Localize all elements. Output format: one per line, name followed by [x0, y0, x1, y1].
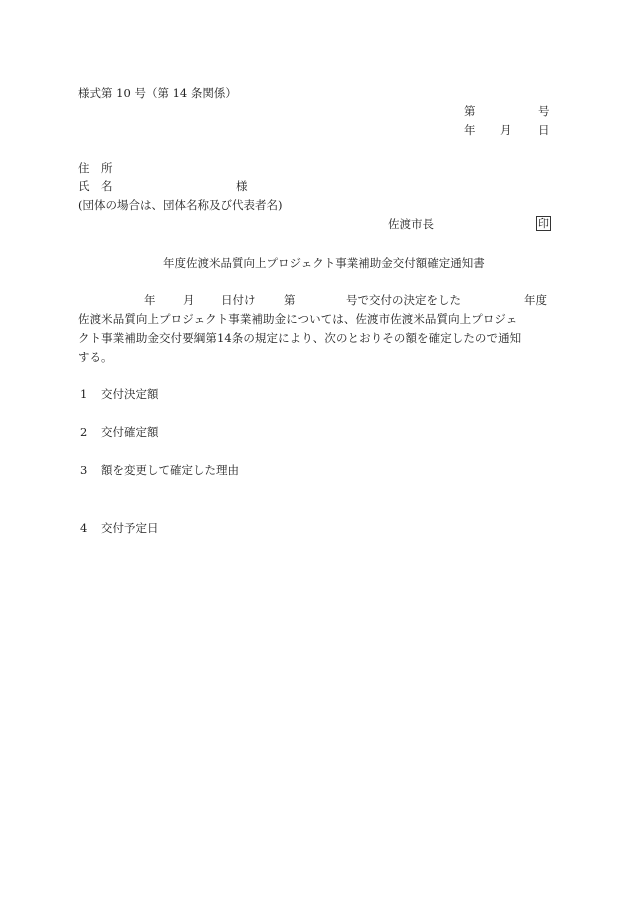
- body-line-2: 佐渡米品質向上プロジェクト事業補助金については、佐渡市佐渡米品質向上プロジェ: [78, 312, 518, 326]
- doc-number-suffix: 号: [538, 104, 550, 118]
- body-fiscal-year: 年度: [524, 293, 547, 307]
- address-label: 住 所: [78, 161, 113, 175]
- document-title: 年度佐渡米品質向上プロジェクト事業補助金交付額確定通知書: [163, 256, 485, 270]
- item-number: 3: [80, 463, 88, 477]
- seal-text: 印: [538, 217, 549, 230]
- honorific: 様: [236, 179, 248, 193]
- body-date-suffix: 日付け: [221, 293, 256, 307]
- item-label: 額を変更して確定した理由: [101, 463, 239, 477]
- sender-title: 佐渡市長: [388, 217, 434, 231]
- group-note: (団体の場合は、団体名称及び代表者名): [78, 198, 283, 212]
- date-month: 月: [500, 123, 512, 137]
- date-day: 日: [538, 123, 550, 137]
- name-label: 氏 名: [78, 179, 113, 193]
- body-month: 月: [183, 293, 195, 307]
- seal-mark: [536, 216, 551, 231]
- item-label: 交付決定額: [101, 387, 159, 401]
- body-line-3: クト事業補助金交付要綱第14条の規定により、次のとおりその額を確定したので通知: [78, 331, 522, 345]
- item-number: 1: [80, 387, 88, 401]
- form-number: 様式第 10 号（第 14 条関係）: [78, 86, 237, 100]
- body-number-prefix: 第: [284, 293, 296, 307]
- item-number: 2: [80, 425, 88, 439]
- body-line-4: する。: [78, 350, 113, 364]
- item-number: 4: [80, 521, 88, 535]
- item-label: 交付確定額: [101, 425, 159, 439]
- body-decided: 号で交付の決定をした: [346, 293, 461, 307]
- item-label: 交付予定日: [101, 521, 159, 535]
- date-year: 年: [464, 123, 476, 137]
- doc-number-prefix: 第: [464, 104, 476, 118]
- body-year: 年: [144, 293, 156, 307]
